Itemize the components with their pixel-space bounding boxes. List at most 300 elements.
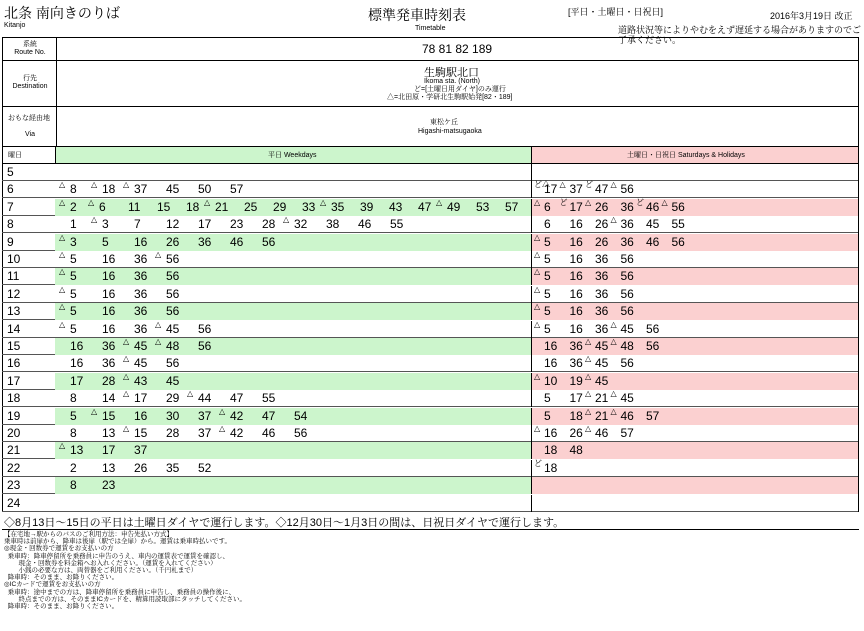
weekday-departure: 56 <box>198 339 212 353</box>
weekday-departure: 26 <box>134 460 148 475</box>
holiday-header-text: 土曜日・日祝日 Saturdays & Holidays <box>627 152 745 159</box>
holiday-departure: 26 <box>569 426 583 440</box>
route-label: 系統 <box>23 41 37 48</box>
weekday-departure: 36 <box>102 339 116 353</box>
holiday-departure: 17 <box>544 182 558 197</box>
weekday-departure: 46 <box>262 426 276 440</box>
holiday-departure: 26 <box>595 217 609 232</box>
hour-column-header: 曜日 <box>8 152 22 159</box>
weekday-departure: 36 <box>134 286 148 301</box>
holiday-cell <box>531 460 858 477</box>
stop-name: 北条 南向きのりば <box>4 5 120 21</box>
weekday-departure: 14 <box>102 391 116 406</box>
holiday-departure: 17 <box>569 391 583 406</box>
weekday-departure: 56 <box>166 356 180 371</box>
weekday-cell <box>55 234 531 251</box>
table-row <box>2 442 858 459</box>
holiday-departure: 5 <box>544 269 551 284</box>
via-row <box>2 107 859 147</box>
weekday-departure: 56 <box>166 269 180 284</box>
holiday-departure: 45 <box>595 339 609 353</box>
hour-cell: 5 <box>7 165 14 179</box>
holiday-departure: 56 <box>646 339 660 353</box>
holiday-cell <box>531 199 858 216</box>
weekday-departure: 17 <box>70 373 84 388</box>
weekday-departure: 56 <box>166 252 180 266</box>
holiday-departure: 16 <box>569 234 583 249</box>
weekday-departure: 8 <box>70 182 77 197</box>
table-row <box>2 164 858 181</box>
holiday-departure: 19 <box>569 373 583 388</box>
hour-cell: 16 <box>7 356 21 371</box>
holiday-departure: 45 <box>620 321 634 336</box>
holiday-departure: 36 <box>620 199 634 214</box>
departure-marker: △ <box>219 424 226 433</box>
weekday-departure: 15 <box>157 199 171 214</box>
weekday-departure: 29 <box>166 391 180 406</box>
weekday-departure: 35 <box>331 199 345 214</box>
weekday-departure: 32 <box>294 217 308 232</box>
holiday-cell <box>531 390 858 407</box>
holiday-departure: 10 <box>544 373 558 388</box>
weekday-departure: 16 <box>102 304 116 319</box>
weekday-departure: 36 <box>134 304 148 319</box>
weekday-departure: 37 <box>134 443 148 458</box>
holiday-departure: 5 <box>544 391 551 406</box>
weekday-departure: 2 <box>70 460 77 475</box>
route-row <box>2 37 859 61</box>
holiday-departure: 45 <box>595 356 609 371</box>
departure-marker: △ <box>283 215 290 225</box>
holiday-departure: 56 <box>620 356 634 371</box>
departure-marker: △ <box>585 371 592 381</box>
weekday-departure: 45 <box>166 321 180 336</box>
weekday-cell <box>55 268 531 285</box>
departure-marker: △ <box>59 232 66 242</box>
departure-marker: △ <box>187 389 194 399</box>
weekday-departure: 56 <box>198 321 212 336</box>
weekday-departure: 37 <box>134 182 148 197</box>
hour-cell: 23 <box>7 478 21 493</box>
weekday-departure: 3 <box>102 217 109 232</box>
holiday-departure: 57 <box>620 426 634 440</box>
departure-marker: △ <box>610 389 617 399</box>
weekday-departure: 36 <box>134 252 148 266</box>
table-row <box>2 286 858 303</box>
weekday-departure: 56 <box>262 234 276 249</box>
holiday-departure: 36 <box>595 269 609 284</box>
holiday-departure: 18 <box>544 460 558 475</box>
holiday-departure: 6 <box>544 199 551 214</box>
holiday-departure: 5 <box>544 304 551 319</box>
departure-marker: △ <box>534 250 541 259</box>
weekday-departure: 16 <box>70 356 84 371</box>
weekday-departure: 42 <box>230 408 244 423</box>
weekday-cell <box>55 303 531 320</box>
holiday-departure: 5 <box>544 286 551 301</box>
hour-cell: 6 <box>7 182 14 197</box>
hour-cell: 18 <box>7 391 21 406</box>
via-name: 東松ケ丘 <box>430 119 458 126</box>
weekday-cell <box>55 373 531 390</box>
departure-marker: △ <box>610 337 617 346</box>
hour-cell: 10 <box>7 252 21 266</box>
weekday-cell <box>55 425 531 442</box>
weekday-header-text: 平日 Weekdays <box>268 152 317 159</box>
weekday-cell <box>55 251 531 268</box>
weekday-departure: 2 <box>70 199 77 214</box>
holiday-column-header <box>531 147 858 163</box>
holiday-cell <box>531 425 858 442</box>
departure-marker: △ <box>91 406 98 416</box>
table-row <box>2 390 858 407</box>
weekday-departure: 17 <box>198 217 212 232</box>
weekday-departure: 33 <box>302 199 316 214</box>
departure-marker: △ <box>585 424 592 433</box>
weekday-departure: 15 <box>134 426 148 440</box>
holiday-departure: 18 <box>544 443 558 458</box>
departure-marker: △ <box>59 302 66 312</box>
weekday-cell <box>55 181 531 198</box>
departure-marker: △ <box>91 215 98 225</box>
weekday-cell <box>55 216 531 233</box>
hour-cell: 9 <box>7 234 14 249</box>
holiday-departure: 56 <box>620 286 634 301</box>
holiday-departure: 5 <box>544 408 551 423</box>
holiday-cell <box>531 408 858 425</box>
holiday-cell <box>531 321 858 338</box>
table-row <box>2 373 858 390</box>
departure-marker: △ <box>534 302 541 312</box>
departure-marker: △ <box>59 284 66 294</box>
stop-romaji: Kitanjo <box>4 22 26 29</box>
weekday-departure: 16 <box>134 234 148 249</box>
weekday-departure: 45 <box>166 373 180 388</box>
table-row <box>2 408 858 425</box>
holiday-departure: 46 <box>646 234 660 249</box>
holiday-departure: 45 <box>595 373 609 388</box>
weekday-departure: 17 <box>134 391 148 406</box>
hour-cell: 22 <box>7 460 21 475</box>
destination-note-saturday: ど=[土曜日用ダイヤ]のみ運行 <box>414 86 506 93</box>
boarding-instructions: 【在宅地→駅からのバスのご利用方法：申告先払い方式】 乗車時は前扉から、降車は後扉（駅では全扉）から。運賃は乗車時払いです。 ◎現金・回数券で運賃をお支払いの方 乗車時：降車停留所を乗務員に申告のうえ、車内の運賃表で運賃を確認し、 現金・回数券を料金箱へお入れください。（運賃を入れてください） 小銭の必要な方は、両替器をご利用ください。（千円札まで） 降車時：そのまま、お降りください。 ◎ICカードで運賃をお支払いの方 乗車時：途中までの方は、降車停留所を乗務員に申告し、乗務員の操作後に、 終点までの方は、そのままICカードを、精算用読取部にタッチしてください。 降車時：そのまま、お降りください。 <box>4 531 246 611</box>
holiday-departure: 16 <box>544 339 558 353</box>
departure-marker: △ <box>123 371 130 381</box>
hour-cell: 8 <box>7 217 14 232</box>
holiday-cell <box>531 355 858 372</box>
weekday-departure: 23 <box>102 478 116 493</box>
weekday-cell <box>55 495 531 512</box>
weekday-departure: 37 <box>198 408 212 423</box>
weekday-departure: 55 <box>390 217 404 232</box>
weekday-cell <box>55 442 531 459</box>
weekday-column-header <box>55 147 531 163</box>
weekday-departure: 16 <box>102 269 116 284</box>
table-row <box>2 355 858 372</box>
weekday-departure: 5 <box>70 304 77 319</box>
weekday-departure: 47 <box>230 391 244 406</box>
weekday-departure: 43 <box>134 373 148 388</box>
departure-marker: △ <box>155 337 162 346</box>
holiday-cell <box>531 373 858 390</box>
holiday-cell <box>531 442 858 459</box>
weekday-departure: 29 <box>273 199 287 214</box>
holiday-departure: 45 <box>646 217 660 232</box>
departure-marker: △ <box>534 284 541 294</box>
weekday-departure: 16 <box>102 252 116 266</box>
departure-marker: △ <box>123 389 130 399</box>
weekday-departure: 16 <box>134 408 148 423</box>
departure-marker: △ <box>59 441 66 451</box>
destination-row <box>2 61 859 107</box>
departure-marker: △ <box>534 197 541 207</box>
departure-marker: △ <box>59 180 66 190</box>
weekday-departure: 8 <box>70 426 77 440</box>
weekday-departure: 38 <box>326 217 340 232</box>
holiday-departure: 57 <box>646 408 660 423</box>
table-row <box>2 425 858 442</box>
departure-marker: ど <box>534 458 542 468</box>
holiday-departure: 5 <box>544 234 551 249</box>
weekday-departure: 16 <box>102 321 116 336</box>
departure-marker: △ <box>559 180 566 190</box>
via-name-en: Higashi-matsugaoka <box>418 128 482 135</box>
hour-cell: 17 <box>7 373 21 388</box>
weekday-departure: 47 <box>418 199 432 214</box>
weekday-departure: 36 <box>102 356 116 371</box>
weekday-departure: 28 <box>262 217 276 232</box>
departure-marker: △ <box>204 197 211 207</box>
weekday-departure: 46 <box>358 217 372 232</box>
weekday-departure: 12 <box>166 217 180 232</box>
table-row <box>2 216 858 233</box>
weekday-cell <box>55 408 531 425</box>
departure-marker: △ <box>88 197 95 207</box>
holiday-cell <box>531 338 858 355</box>
page-title: 標準発車時刻表 <box>368 7 466 23</box>
holiday-departure: 56 <box>671 234 685 249</box>
holiday-cell <box>531 303 858 320</box>
weekday-departure: 21 <box>215 199 229 214</box>
departure-marker: △ <box>155 250 162 259</box>
holiday-departure: 16 <box>544 356 558 371</box>
table-row <box>2 268 858 285</box>
departure-marker: △ <box>534 267 541 277</box>
holiday-departure: 17 <box>569 199 583 214</box>
departure-marker: △ <box>123 424 130 433</box>
weekday-departure: 1 <box>70 217 77 232</box>
holiday-cell <box>531 495 858 512</box>
weekday-departure: 53 <box>476 199 490 214</box>
holiday-departure: 26 <box>595 234 609 249</box>
weekday-departure: 8 <box>70 478 77 493</box>
table-row <box>2 234 858 251</box>
holiday-departure: 16 <box>569 321 583 336</box>
weekday-departure: 54 <box>294 408 308 423</box>
weekday-departure: 49 <box>447 199 461 214</box>
holiday-departure: 36 <box>569 339 583 353</box>
operation-notice: ◇8月13日～15日の平日は土曜日ダイヤで運行します。◇12月30日～1月3日の間は、日祝日ダイヤで運行します。 <box>4 517 565 529</box>
holiday-departure: 6 <box>544 217 551 232</box>
holiday-departure: 56 <box>671 199 685 214</box>
weekday-departure: 55 <box>262 391 276 406</box>
weekday-departure: 5 <box>70 252 77 266</box>
via-label: おもな経由地 <box>8 115 50 122</box>
weekday-departure: 11 <box>128 199 141 214</box>
weekday-departure: 28 <box>102 373 116 388</box>
weekday-departure: 13 <box>102 460 116 475</box>
departure-marker: △ <box>155 319 162 329</box>
departure-marker: △ <box>661 197 668 207</box>
column-header-row <box>2 147 859 164</box>
holiday-departure: 16 <box>569 252 583 266</box>
holiday-cell <box>531 234 858 251</box>
holiday-cell <box>531 181 858 198</box>
holiday-cell <box>531 251 858 268</box>
hour-cell: 14 <box>7 321 21 336</box>
weekday-departure: 13 <box>70 443 84 458</box>
weekday-cell <box>55 390 531 407</box>
table-row <box>2 495 858 512</box>
weekday-departure: 57 <box>505 199 519 214</box>
holiday-departure: 47 <box>595 182 609 197</box>
weekday-departure: 56 <box>166 286 180 301</box>
hour-cell: 20 <box>7 426 21 440</box>
revision-date: 2016年3月19日 改正 <box>770 11 853 21</box>
weekday-departure: 5 <box>102 234 109 249</box>
weekday-cell <box>55 338 531 355</box>
weekday-departure: 30 <box>166 408 180 423</box>
holiday-departure: 46 <box>646 199 660 214</box>
delay-notice: 道路状況等によりやむをえず遅延する場合がありますのでご了承ください。 <box>618 25 862 45</box>
holiday-departure: 46 <box>620 408 634 423</box>
holiday-departure: 16 <box>569 304 583 319</box>
holiday-departure: 56 <box>620 304 634 319</box>
holiday-departure: 48 <box>620 339 634 353</box>
weekday-departure: 6 <box>99 199 106 214</box>
weekday-departure: 3 <box>70 234 77 249</box>
holiday-departure: 36 <box>595 304 609 319</box>
holiday-departure: 16 <box>569 286 583 301</box>
weekday-departure: 7 <box>134 217 141 232</box>
weekday-departure: 25 <box>244 199 258 214</box>
hour-cell: 7 <box>7 199 14 214</box>
departure-marker: △ <box>585 406 592 416</box>
departure-marker: △ <box>585 197 592 207</box>
holiday-departure: 5 <box>544 321 551 336</box>
holiday-departure: 36 <box>595 321 609 336</box>
table-row <box>2 321 858 338</box>
departure-marker: △ <box>91 180 98 190</box>
departure-marker: △ <box>585 389 592 399</box>
weekday-cell <box>55 321 531 338</box>
hour-cell: 19 <box>7 408 21 423</box>
departure-marker: △ <box>123 354 130 364</box>
holiday-departure: 56 <box>620 252 634 266</box>
holiday-departure: 37 <box>569 182 583 197</box>
holiday-departure: 48 <box>569 443 583 458</box>
weekday-departure: 56 <box>166 304 180 319</box>
departure-marker: △ <box>610 406 617 416</box>
weekday-departure: 36 <box>198 234 212 249</box>
weekday-departure: 46 <box>230 234 244 249</box>
holiday-departure: 36 <box>620 234 634 249</box>
table-row <box>2 338 858 355</box>
holiday-departure: 36 <box>595 286 609 301</box>
holiday-cell <box>531 268 858 285</box>
route-numbers: 78 81 82 189 <box>422 42 493 56</box>
holiday-departure: 16 <box>569 269 583 284</box>
destination-name-en: Ikoma sta. (North) <box>424 78 481 85</box>
departure-marker: △ <box>534 319 541 329</box>
weekday-departure: 26 <box>166 234 180 249</box>
departure-marker: △ <box>534 232 541 242</box>
table-row <box>2 181 858 198</box>
hour-cell: 24 <box>7 495 21 510</box>
departure-marker: △ <box>610 180 617 190</box>
weekday-departure: 45 <box>134 356 148 371</box>
weekday-departure: 45 <box>166 182 180 197</box>
destination-label: 行先 <box>23 75 37 82</box>
departure-marker: △ <box>219 406 226 416</box>
weekday-departure: 16 <box>102 286 116 301</box>
holiday-departure: 56 <box>646 321 660 336</box>
weekday-departure: 18 <box>102 182 116 197</box>
weekday-departure: 36 <box>134 321 148 336</box>
weekday-departure: 16 <box>70 339 84 353</box>
table-row <box>2 477 858 494</box>
weekday-departure: 52 <box>198 460 212 475</box>
hour-cell: 15 <box>7 339 21 353</box>
table-row <box>2 251 858 268</box>
weekday-departure: 5 <box>70 408 77 423</box>
departure-marker: △ <box>59 267 66 277</box>
weekday-departure: 42 <box>230 426 244 440</box>
weekday-departure: 17 <box>102 443 116 458</box>
weekday-departure: 37 <box>198 426 212 440</box>
table-row <box>2 199 858 216</box>
holiday-departure: 56 <box>620 182 634 197</box>
weekday-departure: 8 <box>70 391 77 406</box>
hour-cell: 13 <box>7 304 21 319</box>
route-label-en: Route No. <box>14 49 46 56</box>
weekday-departure: 15 <box>102 408 116 423</box>
departure-marker: △ <box>534 371 541 381</box>
weekday-departure: 43 <box>389 199 403 214</box>
departure-marker: △ <box>585 337 592 346</box>
destination-label-en: Destination <box>12 83 48 90</box>
destination-note-origin: △=北田原・学研北生駒駅始発[82・189] <box>387 94 513 101</box>
departure-marker: △ <box>534 424 541 433</box>
weekday-departure: 47 <box>262 408 276 423</box>
weekday-departure: 57 <box>230 182 244 197</box>
holiday-departure: 56 <box>620 269 634 284</box>
holiday-cell <box>531 216 858 233</box>
weekday-departure: 23 <box>230 217 244 232</box>
departure-marker: ど <box>636 197 644 207</box>
holiday-departure: 46 <box>595 426 609 440</box>
holiday-departure: 36 <box>595 252 609 266</box>
departure-marker: △ <box>59 319 66 329</box>
page-title-en: Timetable <box>415 25 446 32</box>
weekday-departure: 39 <box>360 199 374 214</box>
holiday-departure: 26 <box>595 199 609 214</box>
departure-marker: △ <box>585 354 592 364</box>
hour-cell: 21 <box>7 443 21 458</box>
hour-cell: 11 <box>7 269 20 284</box>
holiday-departure: 18 <box>569 408 583 423</box>
departure-marker: △ <box>59 250 66 259</box>
